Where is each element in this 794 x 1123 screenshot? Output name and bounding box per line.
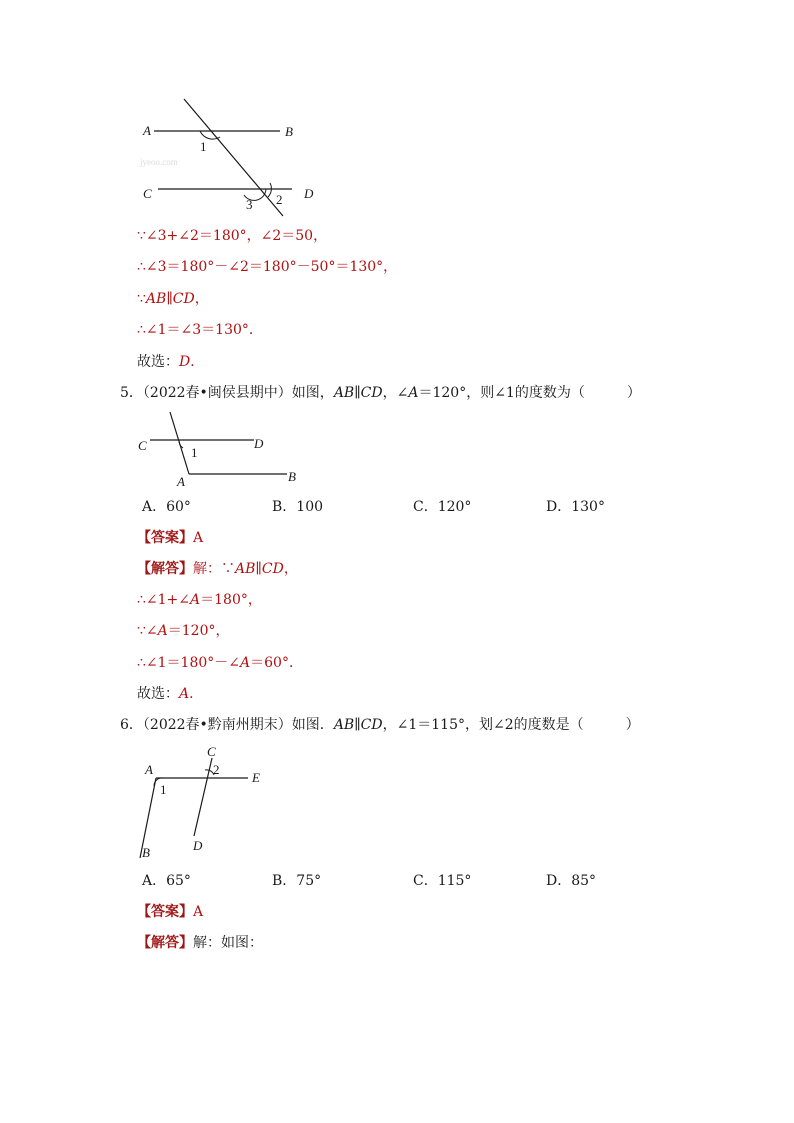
analysis-q5-line-2 xyxy=(137,590,262,610)
angle-1-label: 1 xyxy=(191,445,198,460)
angle-1-label: 1 xyxy=(200,139,207,154)
angle-2-label: 2 xyxy=(213,762,220,777)
condition-text: ，∠ xyxy=(382,385,409,401)
question-number: 5． xyxy=(120,385,143,401)
label-E: E xyxy=(252,770,260,785)
punct: ， xyxy=(194,291,209,307)
condition-parallel: AB∥CD xyxy=(333,717,383,733)
label-D: D xyxy=(304,186,314,201)
condition-text: ，∠1＝115°，划∠2的度数是（ xyxy=(382,717,584,733)
angle-var: A xyxy=(240,655,251,671)
analysis-text: 解：如图： xyxy=(193,935,263,951)
option-b: B．100 xyxy=(272,499,324,515)
label-B: B xyxy=(285,124,293,139)
condition-text: ＝120°，则∠1的度数为（ xyxy=(418,385,585,401)
analysis-q6-line-1 xyxy=(137,933,263,953)
text: ＝120°， xyxy=(167,623,230,639)
because-symbol: ∵ xyxy=(137,291,146,307)
analysis-q5-line-3 xyxy=(137,621,230,641)
parallel-statement: AB∥CD xyxy=(145,291,195,307)
angle-3-label: 3 xyxy=(246,197,253,212)
label-D: D xyxy=(193,838,203,853)
answer-q6 xyxy=(137,902,203,922)
text: ∵∠ xyxy=(137,623,158,639)
choice-prefix: 故选： xyxy=(137,354,179,370)
angle-2-label: 2 xyxy=(276,192,283,207)
question-5-stem xyxy=(120,383,641,403)
option-c: C．115° xyxy=(413,873,472,889)
analysis-tag: 【解答】 xyxy=(137,935,193,951)
solution-line-2: ∴∠3＝180°－∠2＝180°－50°＝130°， xyxy=(137,259,398,275)
angle-1-label: 1 xyxy=(160,782,167,797)
close-paren: ） xyxy=(626,385,641,401)
analysis-q5-line-1 xyxy=(137,559,298,579)
label-D: D xyxy=(254,436,264,451)
option-d: D．85° xyxy=(546,873,597,889)
option-d: D．130° xyxy=(546,499,605,515)
text: ∴∠1＝180°－∠ xyxy=(137,655,240,671)
solution-line-1: ∵∠3+∠2＝180°，∠2＝50， xyxy=(137,228,328,244)
analysis-tag: 【解答】 xyxy=(137,561,193,577)
option-a: A．60° xyxy=(142,499,191,515)
figure-q5 xyxy=(136,408,316,490)
punct: ． xyxy=(190,354,205,370)
label-C: C xyxy=(138,438,147,453)
solution-line-4: ∴∠1＝∠3＝130°． xyxy=(137,322,263,338)
choice-prefix: 故选： xyxy=(137,686,179,702)
analysis-prefix: 解：∵ xyxy=(193,561,235,577)
question-6-stem xyxy=(120,715,640,735)
answer-tag: 【答案】 xyxy=(137,530,193,546)
answer-tag: 【答案】 xyxy=(137,904,193,920)
question-number: 6． xyxy=(120,717,143,733)
choice-letter: D xyxy=(179,354,191,370)
label-B: B xyxy=(142,845,150,860)
question-source: （2022春•黔南州期末）如图． xyxy=(142,717,334,733)
answer-value: A xyxy=(193,904,204,920)
solution-choice xyxy=(137,352,204,372)
label-C: C xyxy=(143,186,152,201)
answer-value: A xyxy=(193,530,204,546)
punct: ． xyxy=(189,686,204,702)
question-source: （2022春•闽侯县期中）如图， xyxy=(142,385,334,401)
choice-letter: A xyxy=(179,686,190,702)
close-paren: ） xyxy=(625,717,640,733)
angle-var: A xyxy=(157,623,168,639)
label-C: C xyxy=(207,744,216,759)
solution-line-3 xyxy=(137,289,209,309)
condition-parallel: AB∥CD xyxy=(333,385,383,401)
text: ＝60°． xyxy=(250,655,303,671)
angle-var: A xyxy=(190,592,201,608)
analysis-q5-line-4 xyxy=(137,653,303,673)
text: ∴∠1+∠ xyxy=(137,592,191,608)
condition-angle: A xyxy=(408,385,419,401)
label-A: A xyxy=(143,123,151,138)
answer-q5 xyxy=(137,528,203,548)
label-A: A xyxy=(177,474,185,489)
label-B: B xyxy=(288,469,296,484)
option-a: A．65° xyxy=(142,873,191,889)
label-A: A xyxy=(145,762,153,777)
option-c: C．120° xyxy=(413,499,472,515)
watermark: jyeoo.com xyxy=(140,157,178,167)
figure-parallel-lines-transversal xyxy=(138,95,328,220)
analysis-q5-choice xyxy=(137,684,203,704)
figure-q6 xyxy=(136,742,276,864)
option-b: B．75° xyxy=(272,873,322,889)
parallel-statement: AB∥CD xyxy=(235,561,284,577)
punct: ， xyxy=(283,561,298,577)
text: ＝180°， xyxy=(200,592,262,608)
